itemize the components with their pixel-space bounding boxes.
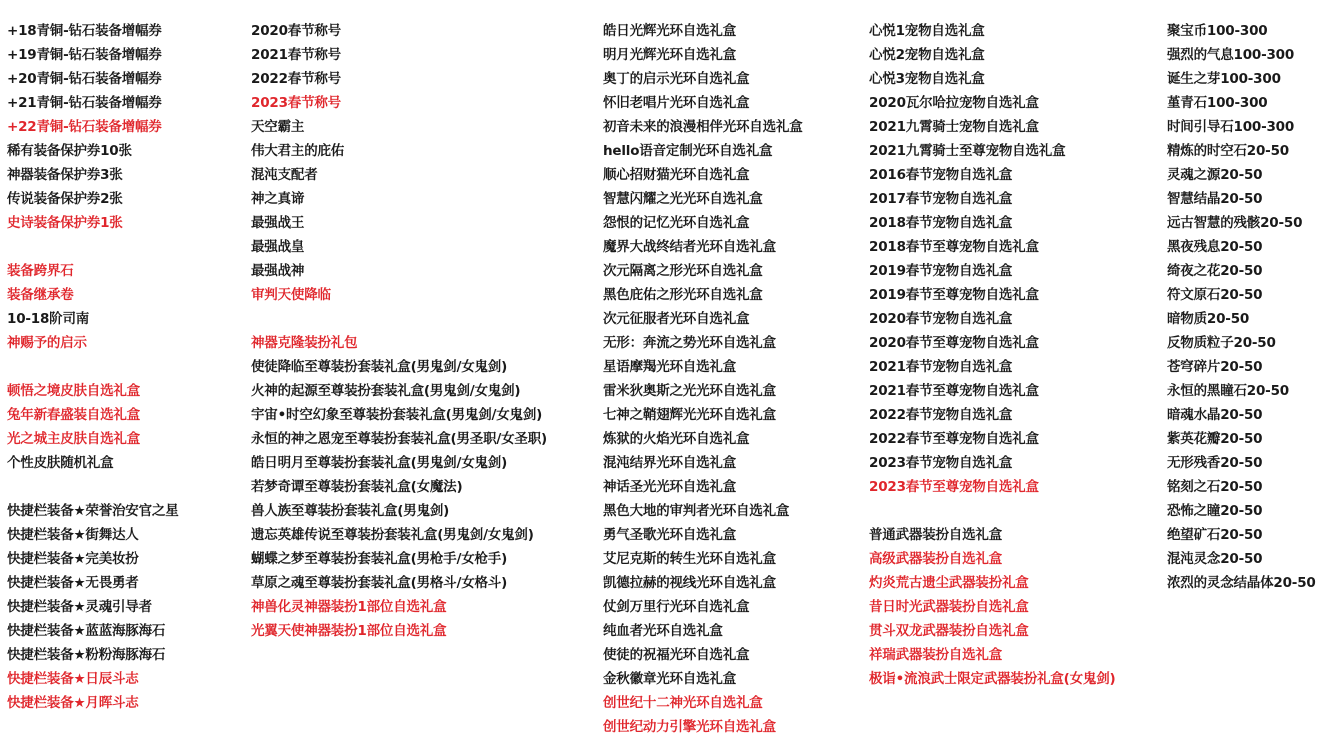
list-item: 伟大君主的庇佑	[251, 143, 345, 159]
list-item: 心悦3宠物自选礼盒	[869, 71, 985, 87]
column-pet-and-weapon-boxes	[869, 19, 1115, 691]
list-item: 黑色大地的审判者光环自选礼盒	[603, 503, 790, 519]
list-item: 2023春节至尊宠物自选礼盒	[869, 479, 1039, 495]
list-item: 草原之魂至尊装扮套装礼盒(男格斗/女格斗)	[251, 575, 508, 591]
list-item: 2021春节称号	[251, 47, 341, 63]
list-item: 皓日明月至尊装扮套装礼盒(男鬼剑/女鬼剑)	[251, 455, 508, 471]
list-item: 混沌灵念20-50	[1167, 551, 1263, 567]
list-item: 2021九霄骑士宠物自选礼盒	[869, 119, 1039, 135]
list-item: 混沌结界光环自选礼盒	[603, 455, 736, 471]
list-item: 仗剑万里行光环自选礼盒	[603, 599, 750, 615]
list-item: 黑夜残息20-50	[1167, 239, 1263, 255]
list-item: 次元隔离之形光环自选礼盒	[603, 263, 763, 279]
list-item: 最强战王	[251, 215, 305, 231]
list-item: 2022春节至尊宠物自选礼盒	[869, 431, 1039, 447]
list-item: 顿悟之境皮肤自选礼盒	[7, 383, 140, 399]
list-item: 最强战神	[251, 263, 305, 279]
list-item: 蝴蝶之梦至尊装扮套装礼盒(男枪手/女枪手)	[251, 551, 508, 567]
list-item: +18青铜-钻石装备增幅券	[7, 23, 162, 39]
list-item: +19青铜-钻石装备增幅券	[7, 47, 162, 63]
list-item: 使徒降临至尊装扮套装礼盒(男鬼剑/女鬼剑)	[251, 359, 508, 375]
list-item: 个性皮肤随机礼盒	[7, 455, 114, 471]
list-item: 史诗装备保护券1张	[7, 215, 123, 231]
list-item: 光翼天使神器装扮1部位自选礼盒	[251, 623, 447, 639]
list-item: 传说装备保护券2张	[7, 191, 123, 207]
list-item: 2021九霄骑士至尊宠物自选礼盒	[869, 143, 1066, 159]
list-item: 极诣•流浪武士限定武器装扮礼盒(女鬼剑)	[869, 671, 1116, 687]
list-item: 远古智慧的残骸20-50	[1167, 215, 1303, 231]
list-item: 装备跨界石	[7, 263, 74, 279]
list-item: 混沌支配者	[251, 167, 318, 183]
list-item: 2019春节宠物自选礼盒	[869, 263, 1013, 279]
list-item: 符文原石20-50	[1167, 287, 1263, 303]
list-item: 2016春节宠物自选礼盒	[869, 167, 1013, 183]
list-item: 铭刻之石20-50	[1167, 479, 1263, 495]
list-item: hello语音定制光环自选礼盒	[603, 143, 773, 159]
list-item: 智慧结晶20-50	[1167, 191, 1263, 207]
list-item: 勇气圣歌光环自选礼盒	[603, 527, 736, 543]
list-item: 快捷栏装备★月晖斗志	[7, 695, 139, 711]
list-item: 无形：奔流之势光环自选礼盒	[603, 335, 776, 351]
list-item: 永恒的神之恩宠至尊装扮套装礼盒(男圣职/女圣职)	[251, 431, 547, 447]
list-item: 金秋徽章光环自选礼盒	[603, 671, 736, 687]
list-item: 苍穹碎片20-50	[1167, 359, 1263, 375]
list-item: 2023春节称号	[251, 95, 341, 111]
list-item: 雷米狄奥斯之光光环自选礼盒	[603, 383, 776, 399]
list-item: 2019春节至尊宠物自选礼盒	[869, 287, 1039, 303]
list-item: 神兽化灵神器装扮1部位自选礼盒	[251, 599, 447, 615]
column-equipment-tickets	[7, 19, 179, 715]
list-item: 黑色庇佑之形光环自选礼盒	[603, 287, 763, 303]
list-item: 2022春节宠物自选礼盒	[869, 407, 1013, 423]
list-item: 快捷栏装备★粉粉海豚海石	[7, 647, 166, 663]
list-item: 灼炎荒古遗尘武器装扮礼盒	[869, 575, 1029, 591]
list-item: 2023春节宠物自选礼盒	[869, 455, 1013, 471]
list-item: 诞生之芽100-300	[1167, 71, 1281, 87]
list-item: 最强战皇	[251, 239, 305, 255]
list-item: 绮夜之花20-50	[1167, 263, 1263, 279]
list-spacer	[7, 355, 179, 379]
column-aura-boxes	[603, 19, 803, 739]
list-item: 祥瑞武器装扮自选礼盒	[869, 647, 1002, 663]
list-item: 火神的起源至尊装扮套装礼盒(男鬼剑/女鬼剑)	[251, 383, 521, 399]
list-item: 2020春节至尊宠物自选礼盒	[869, 335, 1039, 351]
list-item: 2018春节至尊宠物自选礼盒	[869, 239, 1039, 255]
list-item: 2017春节宠物自选礼盒	[869, 191, 1013, 207]
list-item: 初音未来的浪漫相伴光环自选礼盒	[603, 119, 803, 135]
list-item: +22青铜-钻石装备增幅券	[7, 119, 162, 135]
list-item: 皓日光辉光环自选礼盒	[603, 23, 736, 39]
list-item: 七神之鞘翅辉光光环自选礼盒	[603, 407, 776, 423]
list-item: 快捷栏装备★蓝蓝海豚海石	[7, 623, 166, 639]
list-spacer	[869, 499, 1115, 523]
list-item: 宇宙•时空幻象至尊装扮套装礼盒(男鬼剑/女鬼剑)	[251, 407, 543, 423]
list-item: 使徒的祝福光环自选礼盒	[603, 647, 750, 663]
list-item: 兽人族至尊装扮套装礼盒(男鬼剑)	[251, 503, 450, 519]
list-item: 奥丁的启示光环自选礼盒	[603, 71, 750, 87]
list-item: 普通武器装扮自选礼盒	[869, 527, 1002, 543]
list-item: 聚宝币100-300	[1167, 23, 1268, 39]
list-item: 明月光辉光环自选礼盒	[603, 47, 736, 63]
list-item: 神赐予的启示	[7, 335, 87, 351]
list-spacer	[251, 307, 547, 331]
list-item: 创世纪十二神光环自选礼盒	[603, 695, 763, 711]
list-item: 永恒的黑瞳石20-50	[1167, 383, 1289, 399]
list-item: 装备继承卷	[7, 287, 74, 303]
list-item: 灵魂之源20-50	[1167, 167, 1263, 183]
list-item: 反物质粒子20-50	[1167, 335, 1276, 351]
list-item: 2020瓦尔哈拉宠物自选礼盒	[869, 95, 1039, 111]
list-item: 创世纪动力引擎光环自选礼盒	[603, 719, 776, 735]
list-item: 神之真谛	[251, 191, 305, 207]
list-item: 2018春节宠物自选礼盒	[869, 215, 1013, 231]
list-item: 堇青石100-300	[1167, 95, 1268, 111]
column-materials	[1167, 19, 1316, 595]
list-item: 紫英花瓣20-50	[1167, 431, 1263, 447]
list-item: 星语摩羯光环自选礼盒	[603, 359, 736, 375]
list-item: 10-18阶司南	[7, 311, 90, 327]
list-item: 次元征服者光环自选礼盒	[603, 311, 750, 327]
list-item: 绝望矿石20-50	[1167, 527, 1263, 543]
list-item: 神器装备保护券3张	[7, 167, 123, 183]
list-item: 天空霸主	[251, 119, 305, 135]
list-item: 心悦2宠物自选礼盒	[869, 47, 985, 63]
list-item: 强烈的气息100-300	[1167, 47, 1295, 63]
list-item: 遗忘英雄传说至尊装扮套装礼盒(男鬼剑/女鬼剑)	[251, 527, 534, 543]
list-spacer	[7, 235, 179, 259]
list-item: 高级武器装扮自选礼盒	[869, 551, 1002, 567]
list-item: 兔年新春盛装自选礼盒	[7, 407, 140, 423]
list-item: 2020春节称号	[251, 23, 341, 39]
list-item: 精炼的时空石20-50	[1167, 143, 1289, 159]
list-item: 心悦1宠物自选礼盒	[869, 23, 985, 39]
list-item: 无形残香20-50	[1167, 455, 1263, 471]
list-item: 快捷栏装备★荣誉治安官之星	[7, 503, 179, 519]
list-item: 凯德拉赫的视线光环自选礼盒	[603, 575, 776, 591]
list-item: 神话圣光光环自选礼盒	[603, 479, 736, 495]
list-item: 快捷栏装备★无畏勇者	[7, 575, 139, 591]
list-item: 时间引导石100-300	[1167, 119, 1295, 135]
list-item: 昔日时光武器装扮自选礼盒	[869, 599, 1029, 615]
list-item: 2020春节宠物自选礼盒	[869, 311, 1013, 327]
list-item: +21青铜-钻石装备增幅券	[7, 95, 162, 111]
list-item: 怀旧老唱片光环自选礼盒	[603, 95, 750, 111]
list-item: 光之城主皮肤自选礼盒	[7, 431, 140, 447]
list-item: 纯血者光环自选礼盒	[603, 623, 723, 639]
list-item: 2022春节称号	[251, 71, 341, 87]
list-item: 审判天使降临	[251, 287, 331, 303]
list-item: 魔界大战终结者光环自选礼盒	[603, 239, 776, 255]
list-item: 暗物质20-50	[1167, 311, 1250, 327]
list-item: 浓烈的灵念结晶体20-50	[1167, 575, 1316, 591]
list-item: 若梦奇谭至尊装扮套装礼盒(女魔法)	[251, 479, 463, 495]
list-item: 快捷栏装备★日辰斗志	[7, 671, 139, 687]
list-item: 贯斗双龙武器装扮自选礼盒	[869, 623, 1029, 639]
list-item: 2021春节宠物自选礼盒	[869, 359, 1013, 375]
list-item: 神器克隆装扮礼包	[251, 335, 358, 351]
list-item: 2021春节至尊宠物自选礼盒	[869, 383, 1039, 399]
list-item: 炼狱的火焰光环自选礼盒	[603, 431, 750, 447]
list-item: 快捷栏装备★灵魂引导者	[7, 599, 152, 615]
list-item: 快捷栏装备★完美妆扮	[7, 551, 139, 567]
list-spacer	[7, 475, 179, 499]
list-item: 艾尼克斯的转生光环自选礼盒	[603, 551, 776, 567]
list-item: 稀有装备保护券10张	[7, 143, 132, 159]
list-item: 恐怖之瞳20-50	[1167, 503, 1263, 519]
list-item: +20青铜-钻石装备增幅券	[7, 71, 162, 87]
list-item: 暗魂水晶20-50	[1167, 407, 1263, 423]
list-item: 顺心招财猫光环自选礼盒	[603, 167, 750, 183]
list-item: 怨恨的记忆光环自选礼盒	[603, 215, 750, 231]
list-item: 智慧闪耀之光光环自选礼盒	[603, 191, 763, 207]
column-titles-and-costumes	[251, 19, 547, 643]
list-item: 快捷栏装备★街舞达人	[7, 527, 139, 543]
